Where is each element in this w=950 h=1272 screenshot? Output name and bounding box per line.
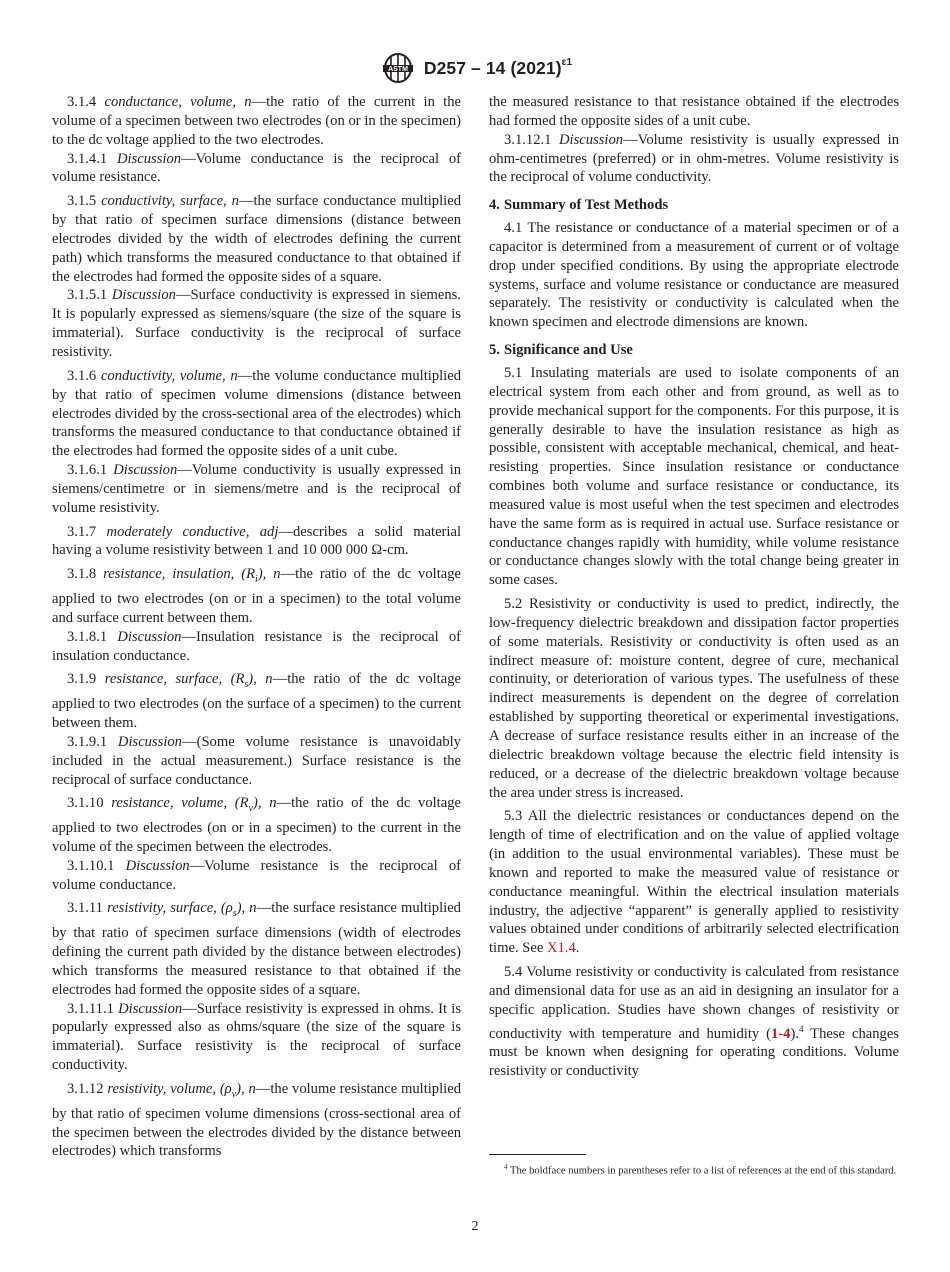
section-5-heading: 5. Significance and Use [489, 342, 633, 359]
footnote-divider [489, 1154, 586, 1155]
document-designation: D257 – 14 $(2021)^{\varepsilon 1}$ [423, 56, 573, 78]
svg-text:ASTM: ASTM [387, 66, 408, 73]
discussion-3-1-9-1: 3.1.9.1 Discussion—(Some volume resistance is unavoidably included in the actual measurement.) Surface resistance is the reciprocal of surface conductance. [52, 733, 461, 788]
section-4-heading: 4. Summary of Test Methods [489, 197, 669, 214]
paragraph-4-1: 4.1 The resistance or conductance of a material specimen or of a capacitor is determined from a measurement of current or of voltage drop under specified conditions. By using the appropriate electrode systems, surface and volume resistance or conductance are measured separately. The resistivity or conductivity is calculated when the known specimen and electrode dimensions are known. [489, 220, 899, 331]
page-header [0, 52, 950, 84]
footnote-ref-4[interactable]: 4 [798, 1023, 804, 1034]
footnote-4: $^4$ The boldface numbers in parentheses refer to a list of references at the end of this standard. [504, 1163, 897, 1177]
discussion-3-1-6-1: 3.1.6.1 Discussion—Volume conductivity is usually expressed in siemens/centimetre or in siemens/metre and is the reciprocal of volume resistivity. [52, 462, 461, 516]
discussion-3-1-10-1: 3.1.10.1 Discussion—Volume resistance is the reciprocal of volume conductance. [52, 857, 461, 893]
reference-1-4-link[interactable]: 1-4 [771, 1025, 791, 1042]
paragraph-5-4: 5.4 Volume resistivity or conductivity is calculated from resistance and dimensional data for use as an aid in designing an insulator for a specific application. Studies have shown changes of resistivity or conductivity with temperature and humidity (1-4).$^4$ These changes must be known when designing for operating conditions. Volume resistivity or conductivity [489, 964, 899, 1080]
discussion-3-1-11-1: 3.1.11.1 Discussion—Surface resistivity is expressed in ohms. It is popularly expressed also as ohms/square (the size of the square is immaterial). Surface resistivity is the reciprocal of surface conductivity. [52, 1000, 462, 1074]
discussion-3-1-12-1: 3.1.12.1 Discussion—Volume resistivity is usually expressed in ohm-centimetres (preferred) or in ohm-metres. Volume resistivity is the reciprocal of volume conductivity. [489, 131, 899, 186]
definition-3-1-5: 3.1.5 conductivity, surface, n—the surface conductance multiplied by that ratio of specimen surface dimensions (distance between electrodes divided by the width of electrodes defining the current path) which transforms the measured conductance to that obtained if the electrodes had formed the opposite sides of a square. [52, 193, 461, 285]
definition-3-1-12: 3.1.12 resistivity, volume, $(\rho_v)$, n—the volume resistance multiplied by that ratio of specimen volume dimensions (cross-sectional area of the specimen between the electrodes divided by the distance between electrodes) which transforms [52, 1080, 461, 1160]
definition-3-1-8: 3.1.8 resistance, insulation, $(R_i)$, n—the ratio of the dc voltage applied to two electrodes (on or in a specimen) to the total volume and surface current between them. [52, 566, 461, 626]
astm-logo-icon [378, 52, 418, 84]
definition-3-1-7: 3.1.7 moderately conductive, adj—describes a solid material having a volume resistivity between 1 and 10 000 000 Ω-cm. [52, 523, 462, 559]
definition-3-1-11: 3.1.11 resistivity, surface, $(\rho_s)$, n—the surface resistance multiplied by that ratio of specimen surface dimensions (width of electrodes defining the current path divided by the distance between electrodes) which transforms the measured resistance to that obtained if the electrodes had formed the opposite sides of a square. [52, 900, 461, 998]
definition-3-1-10: 3.1.10 resistance, volume, $(R_v)$, n—the ratio of the dc voltage applied to two electrodes (on or in a specimen) to the current in the volume of the specimen between the electrodes. [52, 795, 461, 855]
page-number: 2 [471, 1219, 479, 1234]
left-column [52, 93, 461, 1161]
paragraph-5-2: 5.2 Resistivity or conductivity is used to predict, indirectly, the low-frequency dielectric breakdown and dissipation factor properties of some materials. Resistivity or conductivity is often used as an indirect measure of: moisture content, degree of cure, mechanical continuity, or deterioration of various types. The usefulness of these indirect measurements is dependent on the degree of correlation established by supporting theoretical or experimental investigations. A decrease of surface resistance results either in an increase of the dielectric breakdown voltage because the electric field intensity is reduced, or a decrease of the dielectric breakdown voltage because the area under stress is increased. [489, 596, 899, 801]
definition-3-1-12-continued: the measured resistance to that resistance obtained if the electrodes had formed the opposite sides of a unit cube. [489, 94, 899, 129]
appendix-x1-4-link[interactable]: X1.4 [546, 940, 576, 957]
definition-3-1-6: 3.1.6 conductivity, volume, n—the volume conductance multiplied by that ratio of specimen volume dimensions (distance between electrodes divided by the cross-sectional area of the electrodes) which transforms the measured conductance to that conductance obtained if the electrodes had formed the opposite sides of a unit cube. [52, 367, 462, 460]
discussion-3-1-4-1: 3.1.4.1 Discussion—Volume conductance is the reciprocal of volume resistance. [52, 150, 462, 186]
paragraph-5-1: 5.1 Insulating materials are used to isolate components of an electrical system from each other and from ground, as well as to provide mechanical support for the components. For this purpose, it is generally desirable to have the insulation resistance as high as possible, consistent with acceptable mechanical, chemical, and heat-resisting properties. Since insulation resistance or conductance combines both volume and surface resistance or conductance, its measured value is most useful when the test specimen and electrodes have the same form as is required in actual use. Surface resistance or conductance changes rapidly with humidity, while volume resistance or conductance changes slowly with the total change being greater in some cases. [489, 364, 899, 589]
paragraph-5-3: 5.3 All the dielectric resistances or conductances depend on the length of time of electrification and on the value of applied voltage (in addition to the usual environmental variables). These must be known and reported to make the measured value of resistance or conductance meaningful. Within the electrical insulation materials industry, the adjective “apparent” is generally applied to resistivity values obtained under conditions of arbitrarily selected electrification time. See X1.4. [489, 808, 899, 957]
right-column [489, 93, 899, 1081]
epsilon-mark: ε1 [561, 56, 573, 68]
definition-3-1-9: 3.1.9 resistance, surface, $(R_s)$, n—the ratio of the dc voltage applied to two electrodes (on the surface of a specimen) to the current between them. [52, 671, 461, 731]
definition-3-1-4: 3.1.4 conductance, volume, n—the ratio of the current in the volume of a specimen between two electrodes (on or in the specimen) to the dc voltage applied to the two electrodes. [52, 94, 461, 148]
discussion-3-1-5-1: 3.1.5.1 Discussion—Surface conductivity is expressed in siemens. It is popularly expressed as siemens/square (the size of the square is immaterial). Surface conductivity is the reciprocal of surface resistivity. [52, 287, 461, 360]
discussion-3-1-8-1: 3.1.8.1 Discussion—Insulation resistance is the reciprocal of insulation conductance. [52, 628, 461, 664]
